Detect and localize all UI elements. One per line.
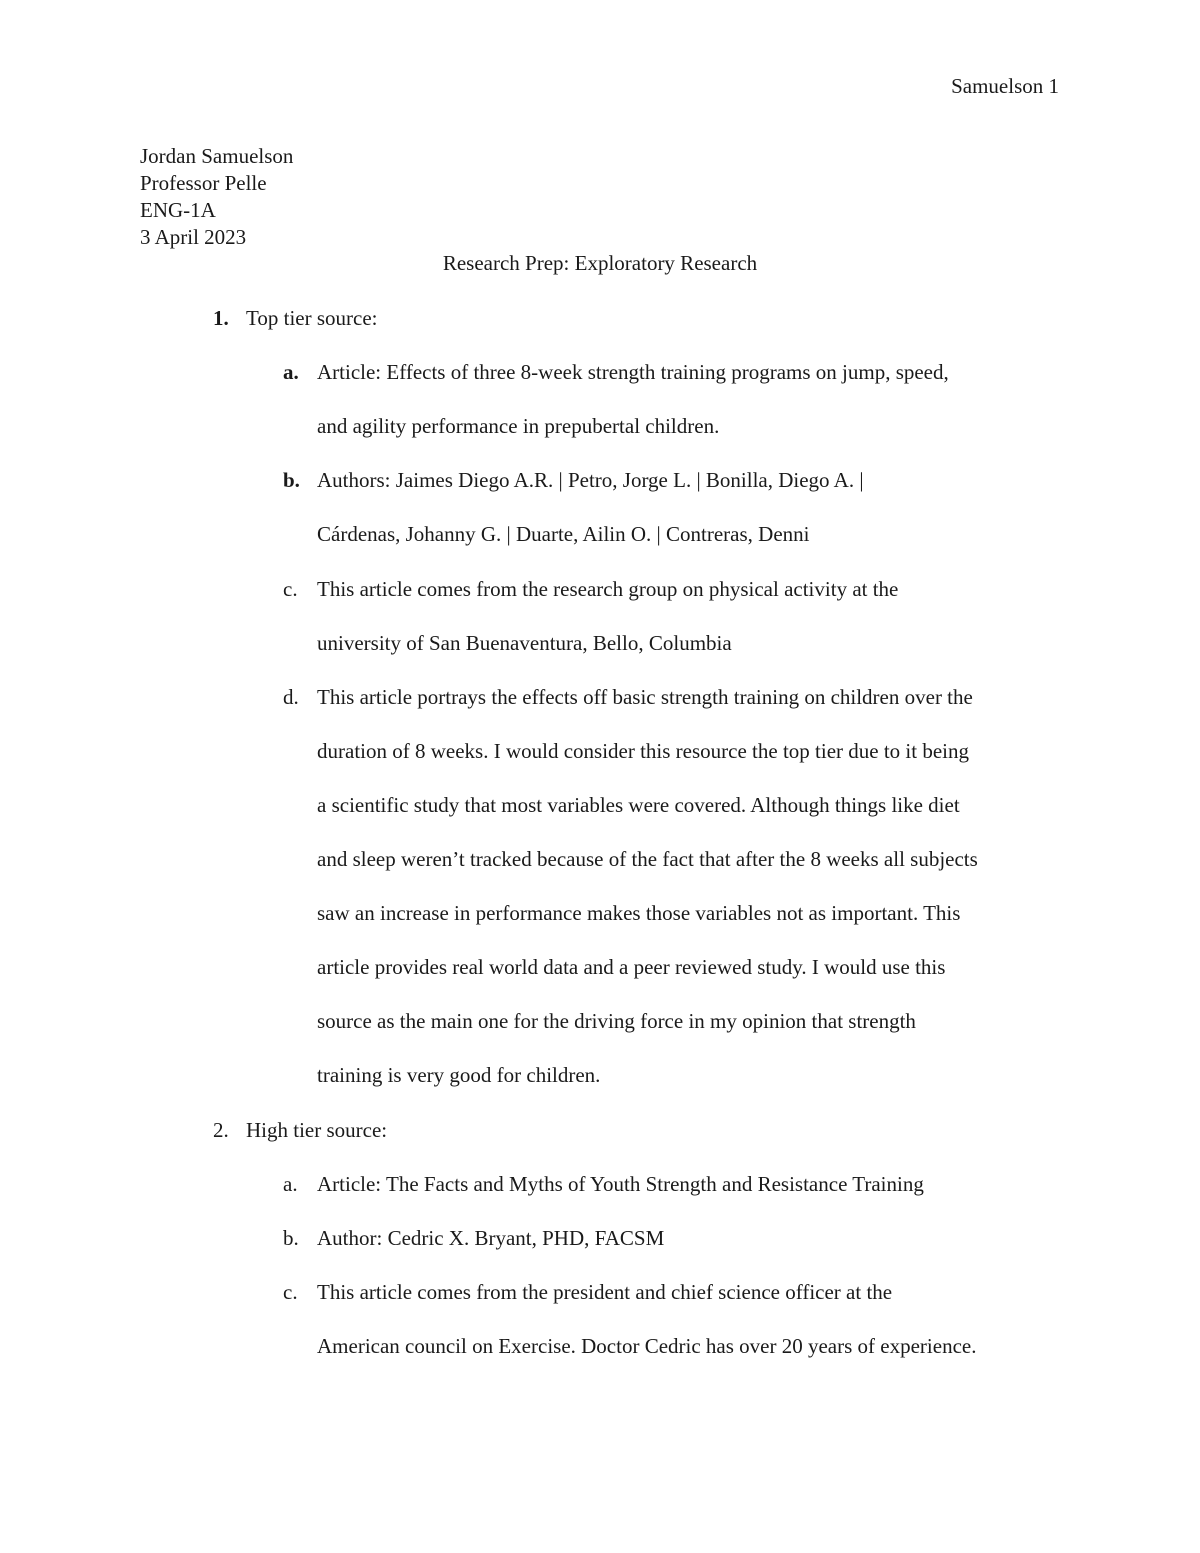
detail-letter: a. [283,360,299,385]
detail-letter: b. [283,1225,299,1250]
course-name: ENG-1A [140,198,216,222]
detail-line: Cárdenas, Johanny G. | Duarte, Ailin O. | Contreras, Denni [317,522,810,547]
source-detail [283,685,1073,1118]
source-detail [283,360,1073,468]
detail-letter: c. [283,1279,298,1304]
detail-line: This article comes from the research group on physical activity at the [317,576,899,601]
detail-line: training is very good for children. [317,1063,601,1088]
source-item [213,1118,387,1143]
professor-name: Professor Pelle [140,171,267,195]
detail-letter: b. [283,468,300,493]
detail-letter: d. [283,684,299,709]
detail-line: saw an increase in performance makes those variables not as important. This [317,901,961,926]
detail-line: This article portrays the effects off basic strength training on children over the [317,684,973,709]
source-label: High tier source: [246,1117,388,1142]
source-item [213,306,378,331]
detail-line: article provides real world data and a peer reviewed study. I would use this [317,955,946,980]
student-name: Jordan Samuelson [140,144,294,168]
detail-line: a scientific study that most variables were covered. Although things like diet [317,792,960,817]
detail-letter: c. [283,576,298,601]
detail-line: source as the main one for the driving force in my opinion that strength [317,1009,916,1034]
date: 3 April 2023 [140,225,247,249]
detail-line: and sleep weren’t tracked because of the fact that after the 8 weeks all subjects [317,846,978,871]
document-title: Research Prep: Exploratory Research [442,251,758,275]
detail-line: This article comes from the president and chief science officer at the [317,1279,893,1304]
detail-line: university of San Buenaventura, Bello, Columbia [317,630,732,655]
detail-letter: a. [283,1171,298,1196]
source-detail [283,468,1073,576]
running-head: Samuelson 1 [951,74,1059,98]
detail-line: Article: Effects of three 8-week strength training programs on jump, speed, [317,360,949,385]
detail-line: Authors: Jaimes Diego A.R. | Petro, Jorge L. | Bonilla, Diego A. | [317,468,864,493]
detail-line: and agility performance in prepubertal children. [317,414,720,439]
source-label: Top tier source: [246,306,378,330]
source-detail [283,1280,1073,1388]
source-detail [283,1226,1073,1280]
detail-line: Article: The Facts and Myths of Youth Strength and Resistance Training [317,1171,924,1196]
source-number: 1. [213,306,229,330]
source-number: 2. [213,1117,229,1142]
detail-line: duration of 8 weeks. I would consider this resource the top tier due to it being [317,738,970,763]
detail-line: Author: Cedric X. Bryant, PHD, FACSM [317,1225,665,1250]
mla-heading [140,143,293,251]
detail-line: American council on Exercise. Doctor Cedric has over 20 years of experience. [317,1333,977,1358]
source-detail [283,1172,1073,1226]
source-detail [283,577,1073,685]
